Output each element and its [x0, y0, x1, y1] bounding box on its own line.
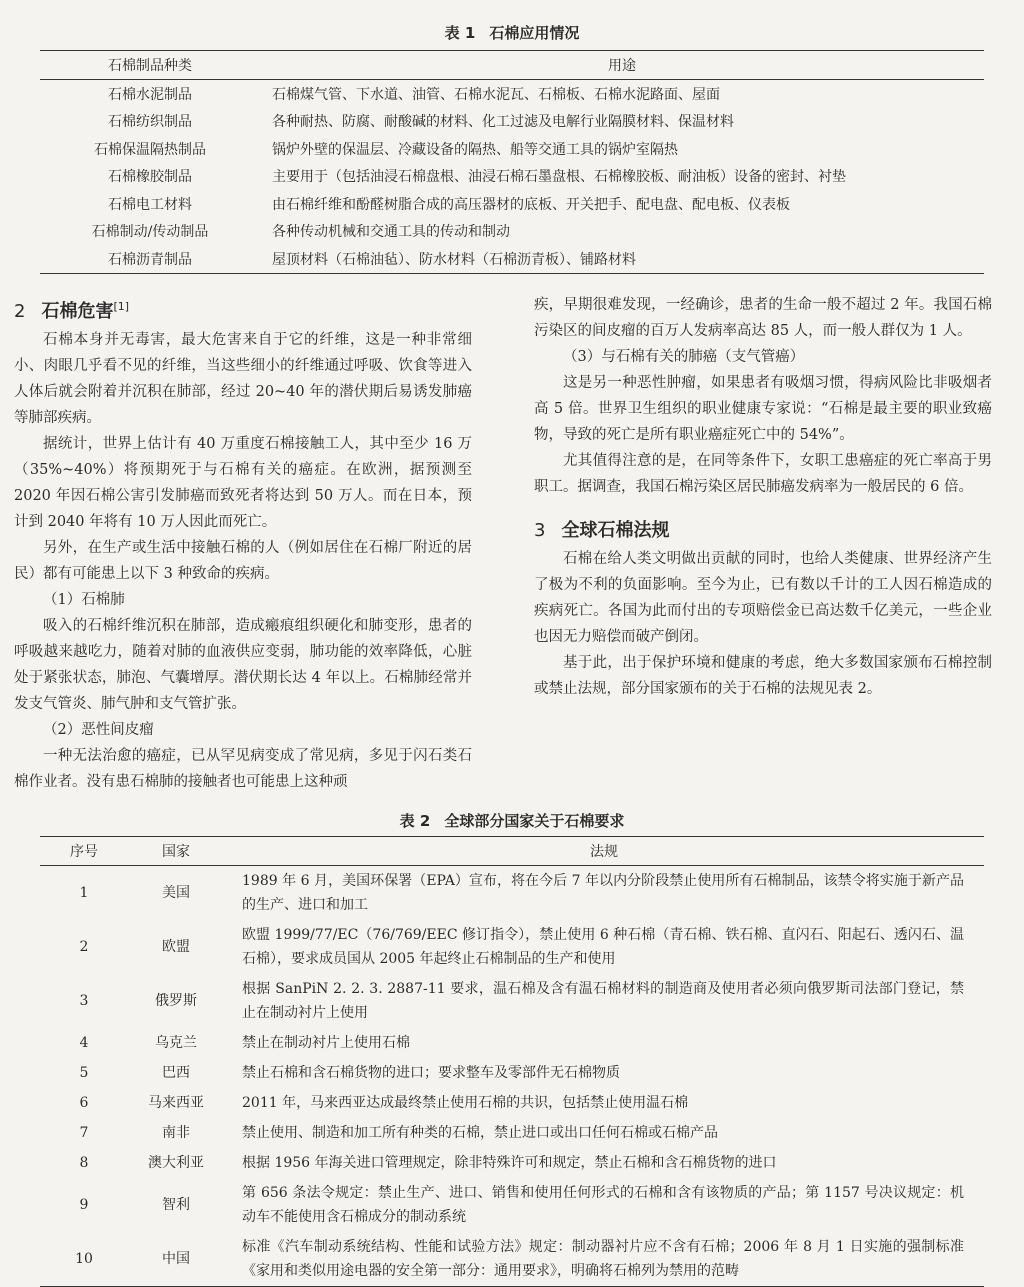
table2-cell-regulation: 欧盟 1999/77/EC（76/769/EEC 修订指令），禁止使用 6 种石棉（青石棉、铁石棉、直闪石、阳起石、透闪石、温石棉），要求成员国从 2005 年起终止石棉制品的生产和使用: [242, 927, 964, 967]
table-row: [40, 135, 984, 163]
table2-cell-number: 1: [79, 885, 89, 901]
section3-heading: [534, 516, 992, 546]
section3-paragraph-1: 石棉在给人类文明做出贡献的同时，也给人类健康、世界经济产生了极为不利的负面影响。至今为止，已有数以千计的工人因石棉造成的疾病死亡。各国为此而付出的专项赔偿金已高达数千亿美元，一些企业也因无力赔偿而破产倒闭。: [534, 551, 992, 645]
table2-cell-country: 巴西: [162, 1065, 190, 1081]
section2-paragraph-mesothelioma-part1: 一种无法治愈的癌症，已从罕见病变成了常见病，多见于闪石类石棉作业者。没有患石棉肺的接触者也可能患上这种顽: [14, 748, 472, 790]
section2-reference: [1]: [113, 300, 130, 313]
table2-cell-country: 澳大利亚: [148, 1155, 204, 1171]
table-row: [40, 1148, 984, 1178]
table1-cell-category: 石棉水泥制品: [108, 86, 192, 103]
table1-cell-category: 石棉沥青制品: [40, 245, 260, 273]
section2-number: 2: [14, 301, 26, 322]
right-column: [534, 292, 992, 702]
table1-cell-category: 石棉电工材料: [108, 196, 192, 213]
table2-cell-regulation: 1989 年 6 月，美国环保署（EPA）宣布，将在今后 7 年以内分阶段禁止使用所有石棉制品，该禁令将实施于新产品的生产、进口和加工: [242, 873, 964, 913]
subheading-mesothelioma: （2）恶性间皮瘤: [43, 722, 154, 738]
table2-cell-country: 欧盟: [162, 939, 190, 955]
table-row: [40, 1028, 984, 1058]
table2-cell-country: 乌克兰: [155, 1035, 197, 1051]
table-row: [40, 1232, 984, 1287]
section2-paragraph-1: 石棉本身并无毒害，最大危害来自于它的纤维，这是一种非常细小、肉眼几乎看不见的纤维，当这些细小的纤维通过呼吸、饮食等进入人体后就会附着并沉积在肺部，经过 20~40 年的潜伏期后易诱发肺癌等肺部疾病。: [14, 332, 472, 426]
table1-caption-number: 表 1: [444, 24, 476, 42]
table1-cell-usage: 各种传动机械和交通工具的传动和制动: [272, 224, 510, 241]
section3-number: 3: [534, 520, 546, 541]
table2-cell-country: 马来西亚: [148, 1095, 204, 1111]
table-row: [40, 1178, 984, 1232]
table2-cell-country: 南非: [162, 1125, 190, 1141]
table2-caption-number: 表 2: [399, 812, 431, 830]
table2-cell-regulation: 2011 年，马来西亚达成最终禁止使用石棉的共识，包括禁止使用温石棉: [242, 1095, 689, 1111]
table1-cell-category: 石棉橡胶制品: [108, 169, 192, 186]
table1-cell-category: 石棉制动/传动制品: [91, 224, 209, 241]
table2-cell-country: 俄罗斯: [155, 993, 197, 1009]
section3-paragraph-2: 基于此，出于保护环境和健康的考虑，绝大多数国家颁布石棉控制或禁止法规，部分国家颁布的关于石棉的法规见表 2。: [534, 655, 992, 697]
table2-cell-regulation: 第 656 条法令规定：禁止生产、进口、销售和使用任何形式的石棉和含有该物质的产品；第 1157 号决议规定：机动车不能使用含石棉成分的制动系统: [242, 1185, 964, 1225]
table1-header-category: 石棉制品种类: [40, 51, 260, 80]
table1-header-row: [40, 51, 984, 80]
table1-caption: [0, 22, 1024, 43]
table2-cell-number: 9: [79, 1197, 89, 1213]
section2-paragraph-female-workers: 尤其值得注意的是，在同等条件下，女职工患癌症的死亡率高于男职工。据调查，我国石棉污染区居民肺癌发病率为一般居民的 6 倍。: [534, 453, 992, 495]
table2-cell-regulation: 根据 SanPiN 2. 2. 3. 2887-11 要求，温石棉及含有温石棉材料的制造商及使用者必须向俄罗斯司法部门登记，禁止在制动衬片上使用: [242, 981, 964, 1021]
table1-cell-category: 石棉保温隔热制品: [94, 141, 206, 158]
table-row: [40, 920, 984, 974]
table2-cell-number: 3: [79, 993, 89, 1009]
table-row: [40, 866, 984, 921]
table-row: [40, 80, 984, 108]
table1-cell-category: 石棉纺织制品: [108, 114, 192, 131]
table2-cell-number: 5: [79, 1065, 89, 1081]
table1-cell-usage: 由石棉纤维和酚醛树脂合成的高压器材的底板、开关把手、配电盘、配电板、仪表板: [272, 196, 790, 213]
section2-heading: [14, 292, 472, 327]
table2-cell-number: 10: [40, 1232, 128, 1287]
table1-cell-usage: 石棉煤气管、下水道、油管、石棉水泥瓦、石棉板、石棉水泥路面、屋面: [272, 86, 720, 103]
table2-cell-regulation: 根据 1956 年海关进口管理规定，除非特殊许可和规定，禁止石棉和含石棉货物的进口: [242, 1155, 777, 1171]
section2-paragraph-lung-cancer: 这是另一种恶性肿瘤，如果患者有吸烟习惯，得病风险比非吸烟者高 5 倍。世界卫生组织的职业健康专家说：“石棉是最主要的职业致癌物，导致的死亡是所有职业癌症死亡中的 54%”。: [534, 375, 992, 443]
table2-cell-number: 7: [79, 1125, 89, 1141]
table1-cell-usage: 主要用于（包括油浸石棉盘根、油浸石棉石墨盘根、石棉橡胶板、耐油板）设备的密封、衬垫: [272, 169, 846, 186]
table1-cell-usage: 各种耐热、防腐、耐酸碱的材料、化工过滤及电解行业隔膜材料、保温材料: [272, 114, 734, 131]
table-row: [40, 1088, 984, 1118]
table1-cell-usage: 屋顶材料（石棉油毡）、防水材料（石棉沥青板）、铺路材料: [260, 245, 984, 273]
table2-caption: [0, 810, 1024, 831]
table-row: [40, 1058, 984, 1088]
section2-paragraph-mesothelioma-part2: 疾，早期很难发现，一经确诊，患者的生命一般不超过 2 年。我国石棉污染区的间皮瘤的百万人发病率高达 85 人，而一般人群仅为 1 人。: [534, 297, 992, 339]
table1-cell-usage: 锅炉外壁的保温层、冷藏设备的隔热、船等交通工具的锅炉室隔热: [272, 141, 678, 158]
table2-cell-regulation: 禁止使用、制造和加工所有种类的石棉，禁止进口或出口任何石棉或石棉产品: [242, 1125, 718, 1141]
table2-header-row: [40, 837, 984, 866]
table2-cell-number: 8: [79, 1155, 89, 1171]
table-row: [40, 108, 984, 136]
table-row: [40, 245, 984, 273]
table2-caption-title: 全球部分国家关于石棉要求: [444, 812, 625, 830]
table2-header-number: 序号: [40, 837, 128, 866]
table2-cell-number: 4: [79, 1035, 89, 1051]
section3-title: 全球石棉法规: [561, 520, 670, 541]
table2-cell-number: 2: [79, 939, 89, 955]
table2-header-country: 国家: [128, 837, 224, 866]
table2-cell-regulation: 禁止在制动衬片上使用石棉: [242, 1035, 410, 1051]
table2-cell-country: 智利: [162, 1197, 190, 1213]
section2-paragraph-2: 据统计，世界上估计有 40 万重度石棉接触工人，其中至少 16 万（35%~40%）将预期死于与石棉有关的癌症。在欧洲，据预测至 2020 年因石棉公害引发肺癌而致死者将达到 50 万人。而在日本，预计到 2040 年将有 10 万人因此而死亡。: [14, 436, 472, 530]
table2-header-regulation: 法规: [224, 837, 984, 866]
table2-cell-number: 6: [79, 1095, 89, 1111]
section2-title: 石棉危害: [41, 301, 114, 322]
table-row: [40, 1118, 984, 1148]
table-row: [40, 190, 984, 218]
table2-cell-regulation: 禁止石棉和含石棉货物的进口；要求整车及零部件无石棉物质: [242, 1065, 620, 1081]
table-row: [40, 218, 984, 246]
subheading-asbestosis: （1）石棉肺: [43, 592, 125, 608]
subheading-lung-cancer: （3）与石棉有关的肺癌（支气管癌）: [563, 349, 805, 365]
table1: [40, 50, 984, 274]
table1-caption-title: 石棉应用情况: [489, 24, 580, 42]
section2-paragraph-asbestosis: 吸入的石棉纤维沉积在肺部，造成瘢痕组织硬化和肺变形，患者的呼吸越来越吃力，随着对肺的血液供应变弱，肺功能的效率降低，心脏处于紧张状态，肺泡、气囊增厚。潜伏期长达 4 年以上。石棉肺经常并发支气管炎、肺气肿和支气管扩张。: [14, 618, 472, 712]
table1-header-usage: 用途: [260, 51, 984, 80]
table2-cell-country: 美国: [162, 885, 190, 901]
table-row: [40, 974, 984, 1028]
left-column: [14, 292, 472, 795]
table2-cell-regulation: 标准《汽车制动系统结构、性能和试验方法》规定：制动器衬片应不含有石棉；2006 年 8 月 1 日实施的强制标准《家用和类似用途电器的安全第一部分：通用要求》，明确将石棉列为禁用的范畴: [224, 1232, 984, 1287]
table2: [40, 836, 984, 1287]
section2-paragraph-3: 另外，在生产或生活中接触石棉的人（例如居住在石棉厂附近的居民）都有可能患上以下 3 种致命的疾病。: [14, 540, 472, 582]
table2-cell-country: 中国: [128, 1232, 224, 1287]
table-row: [40, 163, 984, 191]
